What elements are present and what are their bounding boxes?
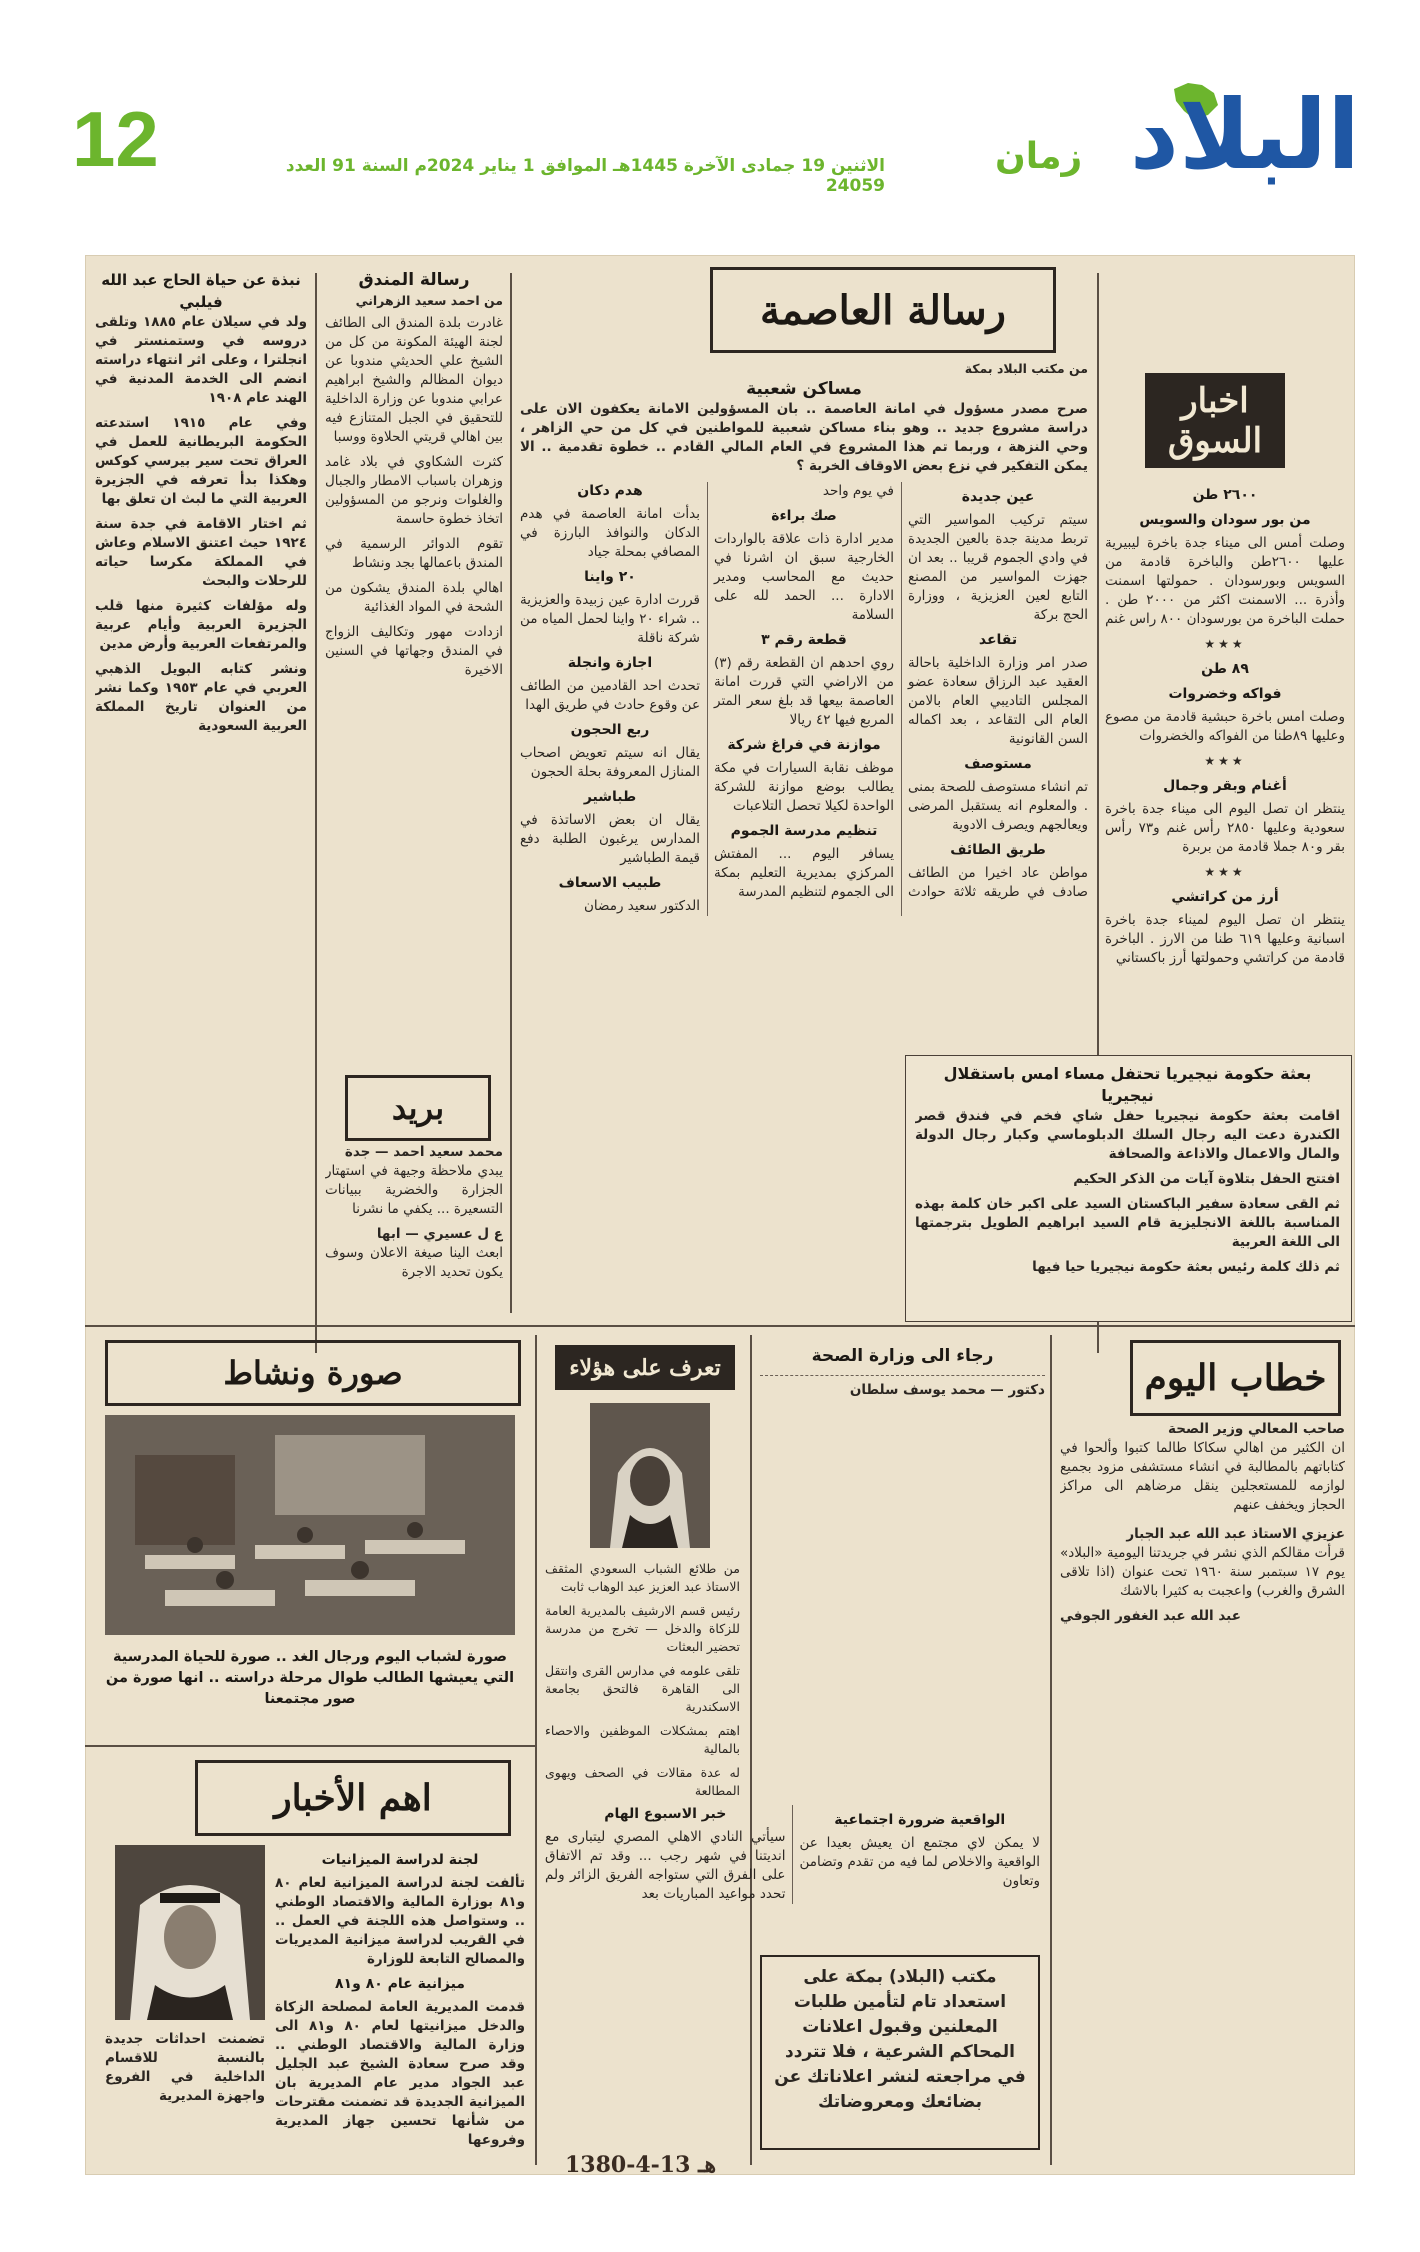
nigeria-paragraph: ثم ذلك كلمة رئيس بعثة حكومة نيجيريا حيا فيها	[1032, 1259, 1340, 1275]
paragraph-head: هدم دكان	[577, 483, 643, 499]
hijri-date-note: 1380-4-13 هـ	[565, 2152, 717, 2178]
biography-paragraph: ونشر كتابه البويل الذهبي العربي في عام ١٩٥٣ وكما نشر من العنوان تاريخ المملكة العربية السعودية	[95, 661, 307, 734]
mandaq-paragraph: تقوم الدوائر الرسمية في المندق باعمالها بجد ونشاط	[325, 536, 503, 571]
capital-lead: صرح مصدر مسؤول في امانة العاصمة .. بان المسؤولين الامانة يعكفون الان على دراسة مشروع جديد .. وهو بناء مساكن شعبية للمواطنين في كل من حي الزاهر ، وحي النزهة ، وربما تم هذا المشروع في العام المالي القادم .. خطوة تقدمية .. الا يمكن التفكير في نزع بعض الاوقاف الخربة ؟	[520, 401, 1088, 474]
classroom-image	[105, 1415, 515, 1635]
paragraph-body: روي احدهم ان القطعة رقم (٣) من الاراضي التي قررت امانة العاصمة بيعها قد بلغ سعر المتر المربع فيها ٤٢ ريالا	[714, 655, 894, 728]
paragraph-body: يسافر اليوم ... المفتش المركزي بمديرية التعليم بمكة الى الجموم لتنظيم المدرسة	[714, 846, 894, 900]
nigeria-paragraph: افتتح الحفل بتلاوة آيات من الذكر الحكيم	[1073, 1171, 1340, 1187]
important-news-title: اهم الأخبار	[195, 1760, 511, 1836]
paragraph-body: يقال انه سيتم تعويض اصحاب المنازل المعروفة بحلة الحجون	[520, 745, 700, 780]
mail-column	[325, 1143, 503, 1318]
paragraph-body: يقال ان بعض الاساتذة في المدارس يرغبون الطلبة دفع قيمة الطباشير	[520, 812, 700, 866]
section-title: زمان	[995, 136, 1083, 177]
mandaq-title: رسالة المندق	[358, 270, 470, 290]
profile-column	[545, 1560, 740, 2160]
market-item-body: وصلت امس باخرة حبشية قادمة من مصوع وعليها ٨٩طنا من الفواكه والخضروات	[1105, 709, 1345, 744]
profile-item: تلقى علومه في مدارس القرى وانتقل الى القاهرة فالتحق بجامعة الاسكندرية	[545, 1663, 740, 1714]
nigeria-paragraph: ثم القى سعادة سفير الباكستان السيد على اكبر خان كلمة بهذه المناسبة باللغة الانجليزية قام السيد ابراهيم الطويل بترجمتها الى اللغة العربية	[915, 1196, 1340, 1250]
separator-stars: ★★★	[1204, 754, 1246, 768]
bulletin-body: سيأتي النادي الاهلي المصري ليتبارى مع انديتنا في شهر رجب ... وقد تم الاتفاق على الفرق التي ستواجه الفريق الزائر ولم تحدد مواعيد المباريات بعد	[545, 1829, 786, 1902]
paragraph-body: موظف نقابة السيارات في مكة يطالب بوضع موازنة للشركة الواحدة لكيلا تحصل التلاعبات	[714, 760, 894, 814]
mail-body: ابعث الينا صيغة الاعلان وسوف يكون تحديد الاجرة	[325, 1245, 503, 1280]
paragraph-head: اجازة وانجلة	[567, 655, 653, 671]
mandaq-paragraph: اهالي بلدة المندق يشكون من الشحة في المواد الغذائية	[325, 580, 503, 615]
health-appeal-byline: دكتور — محمد يوسف سلطان	[849, 1382, 1045, 1398]
market-item-head: أغنام وبقر وجمال	[1163, 778, 1287, 794]
capital-letter-title: رسالة العاصمة	[710, 267, 1056, 353]
market-item-sub: فواكه وخضروات	[1168, 686, 1282, 702]
paragraph-head: قطعة رقم ٣	[761, 632, 847, 648]
column-divider	[535, 1335, 537, 2165]
speech-body: ان الكثير من اهالي سكاكا طالما كتبوا وألحوا في كتاباتهم بالمطالبة في انشاء مستشفى مزود بجميع لوازمه للمستعجلين ينقل مرضاهم الى مراكز الحجاز ويخفف عنهم	[1060, 1440, 1345, 1513]
market-item-body: ينتظر ان تصل اليوم لميناء جدة باخرة اسبانية وعليها ٦١٩ طنا من الارز . الباخرة قادمة من كراتشي وحمولتها أرز باكستاني	[1105, 912, 1345, 966]
paragraph-head: طبيب الاسعاف	[558, 875, 662, 891]
capital-paragraphs	[520, 482, 1088, 916]
nigeria-paragraph: اقامت بعثة حكومة نيجيريا حفل شاي فخم في فندق قصر الكندرة دعت اليه رجال السلك الدبلوماسي وكبار رجال الدولة والمال والاعمال والاذاعة والصحافة	[915, 1108, 1340, 1162]
important-news-column	[275, 1845, 525, 2165]
health-appeal-heading: رجاء الى وزارة الصحة	[811, 1346, 994, 1366]
nigeria-article	[915, 1063, 1340, 1313]
paragraph-body: سيتم تركيب المواسير التي تربط مدينة جدة بالعين الجديدة في وادي الجموم قريبا .. بعد ان جهزت المواسير من المصنع التابع لعين العزيزية ، ووزارة الحج بركة	[908, 512, 1088, 623]
speech-letter-to-minister	[1060, 1420, 1345, 2160]
market-item-head: ٢٦٠٠ طن	[1192, 487, 1258, 503]
bulletin-body: لا يمكن لاي مجتمع ان يعيش بعيدا عن الواقعية والاخلاص لما فيه من تقدم وتضامن وتعاون	[799, 1835, 1040, 1889]
paragraph-body: مدير ادارة ذات علاقة بالواردات الخارجية سبق ان اشرنا في حديث مع المحاسب ومدير الادارة ... الحمد لله على السلامة	[714, 531, 894, 623]
biography-paragraph: وفي عام ١٩١٥ استدعته الحكومة البريطانية للعمل في العراق تحت سير بيرسي كوكس وهكذا بدأ تعرفه في الجزيرة العربية التي ما لبث ان تعلق بها	[95, 415, 307, 507]
logo-text: البلاد	[1129, 79, 1360, 191]
nigeria-headline: بعثة حكومة نيجيريا تحتفل مساء امس باستقلال نيجيريا	[943, 1064, 1312, 1105]
office-notice: مكتب (البلاد) بمكة على استعداد تام لتأمين طلبات المعلنين وقبول اعلانات المحاكم الشرعية ، فلا تتردد في مراجعته لنشر اعلاناتك عن بضائعك ومعروضاتك	[774, 1967, 1026, 2112]
profile-photo	[590, 1403, 710, 1548]
profile-item: من طلائع الشباب السعودي المثقف الاستاذ عبد العزيز عبد الوهاب ثابت	[545, 1561, 740, 1594]
portrait-image	[590, 1403, 710, 1548]
biography-paragraph: وله مؤلفات كثيرة منها قلب الجزيرة العربية وأيام عربية والمرتفعات العربية وأرض مدين	[95, 598, 307, 652]
paragraph-body: مواطن عاد اخيرا من الطائف صادف في طريقه ثلاثة حوادث في يوم واحد	[822, 483, 1088, 900]
speech-recipient: صاحب المعالي وزير الصحة	[1168, 1421, 1345, 1437]
letter-signature: عبد الله عبد الغفور الجوفي	[1060, 1608, 1241, 1624]
profile-item: له عدة مقالات في الصحف ويهوى المطالعة	[545, 1765, 740, 1798]
mail-recipient: محمد سعيد احمد — جدة	[344, 1144, 503, 1160]
mandaq-paragraph: كثرت الشكاوي في بلاد غامد وزهران باسباب الامطار والجبال والغلوات ونرجو من المسؤولين اتخاذ خطوة حاسمة	[325, 454, 503, 527]
bulletin-head: خبر الاسبوع الهام	[604, 1806, 727, 1822]
dateline: الاثنين 19 جمادى الآخرة 1445هـ الموافق 1 يناير 2024م السنة 91 العدد 24059	[285, 156, 885, 196]
bulletin-head: الواقعية ضرورة اجتماعية	[834, 1812, 1006, 1828]
philby-biography	[95, 269, 307, 1319]
news-body: تضمنت احداثات جديدة بالنسبة للاقسام الداخلية في الفروع واجهزة المديرية	[105, 2031, 265, 2104]
section-divider	[85, 1745, 535, 1747]
paragraph-head: طريق الطائف	[950, 842, 1046, 858]
news-body: قدمت المديرية العامة لمصلحة الزكاة والدخل ميزانيتها لعام ٨٠ و٨١ الى وزارة المالية والاقتصاد الوطني .. وقد صرح سعادة الشيخ عبد الجليل عبد الجواد مدير عام المديرية بان الميزانية الجديدة قد تضمنت مقترحات من شأنها تحسين جهاز المديرية وفروعها	[275, 1999, 525, 2148]
capital-byline: من مكتب البلاد بمكة	[964, 361, 1088, 376]
section-divider	[85, 1325, 1355, 1327]
mandaq-byline: من احمد سعيد الزهراني	[355, 293, 503, 308]
paragraph-head: صك براءة	[771, 508, 837, 524]
health-appeal	[760, 1345, 1045, 1785]
profile-title: تعرف على هؤلاء	[555, 1345, 735, 1390]
mail-body: يبدي ملاحظة وجيهة في استهتار الجزارة والخضرية ببيانات التسعيرة ... يكفي ما نشرنا	[325, 1163, 503, 1217]
paragraph-body: صدر امر وزارة الداخلية باحالة العقيد عبد الرزاق سعادة عضو المجلس التاديبي العام بالامن العام الى التقاعد ، بعد اكماله السن القانونية	[908, 655, 1088, 747]
speech-title: خطاب اليوم	[1130, 1340, 1341, 1416]
mandaq-paragraph: ازدادت مهور وتكاليف الزواج في المندق وجهاتها في السنين الاخيرة	[325, 624, 503, 678]
profile-item: رئيس قسم الارشيف بالمديرية العامة للزكاة والدخل — تخرج من مدرسة تحضير البعثات	[545, 1603, 740, 1654]
paragraph-head: تنظيم مدرسة الجموم	[730, 823, 878, 839]
classroom-photo	[105, 1415, 515, 1635]
market-item-head: أرز من كراتشي	[1171, 889, 1279, 905]
column-divider	[1050, 1335, 1052, 2165]
biography-title: نبذة عن حياة الحاج عبد الله فيلبي	[101, 271, 301, 311]
paragraph-body: تم انشاء مستوصف للصحة بمنى . والمعلوم انه يستقبل المرضى ويعالجهم ويصرف الادوية	[908, 779, 1088, 833]
paragraph-body: الدكتور سعيد رمضان	[584, 898, 700, 914]
mandaq-paragraph: غادرت بلدة المندق الى الطائف لجنة الهيئة المكونة من كل من الشيخ علي الحديثي مندوبا عن ديوان المظالم والشيخ ابراهيم عرابي مندوبا عن وزارة الداخلية للتحقيق في الجبل المتنازع فيه بين اهالي قريتي الحلاوة ووسبا	[325, 315, 503, 445]
paragraph-body: قررت ادارة عين زبيدة والعزيزية .. شراء ٢٠ واينا لحمل المياه من شركة ناقلة	[520, 592, 700, 646]
column-divider	[315, 273, 317, 1353]
news-head: ميزانية عام ٨٠ و٨١	[335, 1976, 465, 1992]
separator-stars: ★★★	[1204, 637, 1246, 651]
biography-paragraph: ولد في سيلان عام ١٨٨٥ وتلقى دروسه في وستمنستر في انجلترا ، وعلى اثر انتهاء دراسته انضم الى الخدمة المدنية في الهند عام ١٩٠٨	[95, 314, 307, 406]
news-body: تألفت لجنة لدراسة الميزانية لعام ٨٠ و٨١ بوزارة المالية والاقتصاد الوطني .. وستواصل هذه اللجنة في العمل .. في القريب لدراسة ميزانية المديريات والمصالح التابعة للوزارة	[275, 1875, 525, 1967]
paragraph-body: تحدث احد القادمين من الطائف عن وقوع حادث في طريق الهدا	[520, 678, 700, 713]
paragraph-head: ٢٠ واينا	[584, 569, 636, 585]
mail-recipient: ع ل عسيري — ابها	[376, 1226, 503, 1242]
mandaq-letter	[325, 269, 503, 1069]
capital-headline: مساكن شعبية	[746, 379, 862, 399]
separator-stars: ★★★	[1204, 865, 1246, 879]
market-news-column	[1105, 480, 1345, 1140]
paragraph-head: تقاعد	[978, 632, 1018, 648]
paragraph-head: مستوصف	[964, 756, 1032, 772]
letter-recipient: عزيزي الاستاذ عبد الله عبد الجبار	[1126, 1526, 1345, 1542]
mail-title: بريد	[345, 1075, 491, 1141]
paragraph-head: عين جديدة	[961, 489, 1035, 505]
market-item-head: ٨٩ طن	[1201, 661, 1249, 677]
newspaper-logo[interactable]	[1120, 79, 1360, 195]
letter-body: قرأت مقالكم الذي نشر في جريدتنا اليومية «البلاد» يوم ١٧ سبتمبر سنة ١٩٦٠ تحت عنوان (اذا تلاقى الشرق والغرب) واعجبت به كثيرا بالاشك	[1060, 1545, 1345, 1599]
market-item-body: ينتظر ان تصل اليوم الى ميناء جدة باخرة سعودية وعليها ٢٨٥٠ رأس غنم و٧٣ رأس بقر و٨٠ جملا قادمة من بربرة	[1105, 801, 1345, 855]
page-number: 12	[72, 95, 159, 183]
paragraph-head: موازنة في فراغ شركة	[727, 737, 881, 753]
newspaper-clipping	[85, 255, 1355, 2175]
paragraph-head: طباشير	[583, 789, 637, 805]
market-item-sub: من بور سودان والسويس	[1139, 512, 1311, 528]
paragraph-head: ربع الحجون	[570, 722, 650, 738]
market-item-body: وصلت أمس الى ميناء جدة باخرة ليبيرية عليها ٢٦٠٠طن والباخرة قادمة من السويس وبورسودان . حمولتها اسمنت وأذرة ... الاسمنت اكثر من ٢٠٠٠ طن . حملت الباخرة من بورسودان ٨٠٠ راس غنم	[1105, 535, 1345, 627]
biography-paragraph: ثم اختار الاقامة في جدة سنة ١٩٢٤ حيث اعتنق الاسلام وعاش في المملكة مكرسا حياته للرحلات والبحث	[95, 516, 307, 589]
paragraph-body: بدأت امانة العاصمة في هدم الدكان والنوافذ البارزة في المصافي بمحلة جياد	[520, 506, 700, 560]
profile-item: اهتم بمشكلات الموظفين والاحصاء بالمالية	[545, 1723, 740, 1756]
dashed-rule	[760, 1375, 1045, 1376]
news-head: لجنة لدراسة الميزانيات	[321, 1852, 479, 1868]
market-news-title: اخبار السوق	[1145, 373, 1285, 468]
portrait-image	[115, 1845, 265, 2020]
news-extra	[105, 2030, 265, 2160]
classroom-caption: صورة لشباب اليوم ورجال الغد .. صورة للحياة المدرسية التي يعيشها الطالب طوال مرحلة دراسته .. انها صورة من صور مجتمعنا	[105, 1649, 515, 1707]
photo-section-title: صورة ونشاط	[105, 1340, 521, 1406]
news-portrait-photo	[115, 1845, 265, 2020]
office-notice-box	[760, 1955, 1040, 2150]
column-divider	[510, 273, 512, 1313]
